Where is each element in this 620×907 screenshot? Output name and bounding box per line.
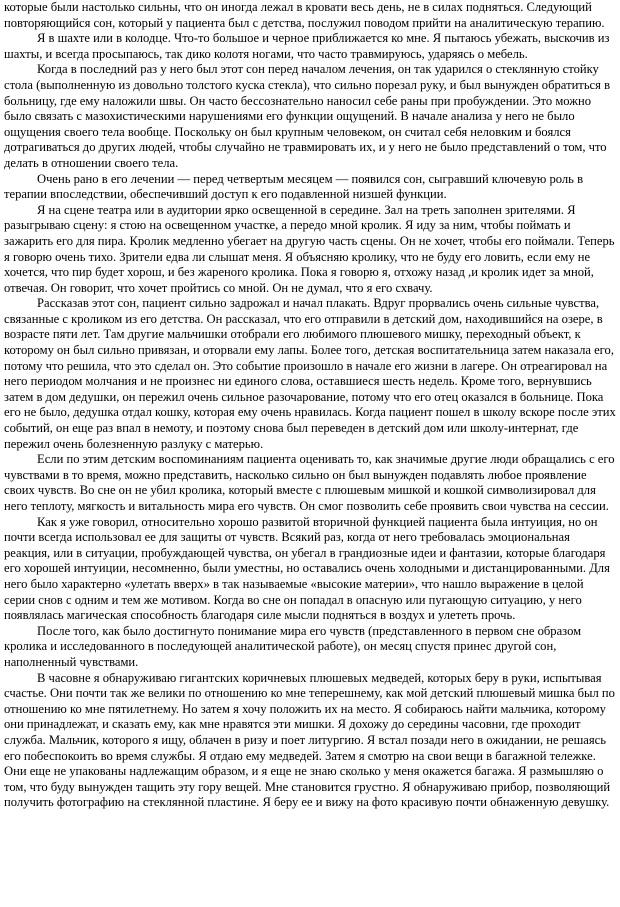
paragraph-month-later: После того, как было достигнуто понимание мира его чувств (представленного в первом сне образом кролика и исследованного в последующей аналитической работе), он месяц спустя принес другой сон, наполненный чувствами. bbox=[4, 623, 582, 669]
dream-chapel-bears: В часовне я обнаруживаю гигантских коричневых плюшевых медведей, которых беру в руки, испытывая счастье. Они почти так же велики по отношению ко мне теперешнему, как мой детский плюшевый мишка был по отношению ко мне пятилетнему. Но затем я хочу положить их на место. Я собираюсь найти мальчика, которому они принадлежат, и сказать ему, как мне нравятся эти мишки. Я дохожу до середины часовни, где проходит служба. Мальчик, которого я ищу, облачен в ризу и поет литургию. Я встал позади него в ожидании, не решаясь его побеспокоить во время службы. Я отдаю ему медведей. Затем я смотрю на свои вещи в багажной тележке. Они еще не упакованы надлежащим образом, и я еще не знаю сколько у меня окажется багажа. Я размышляю о том, что буду вынужден тащить эту гору вещей. Мне становится грустно. Я обнаруживаю прибор, позволяющий получить фотографию на стеклянной пластине. Я беру ее и вижу на фото красивую почти обнаженную девушку. bbox=[4, 670, 615, 810]
dream-theater-rabbit: Я на сцене театра или в аудитории ярко освещенной в середине. Зал на треть заполнен зрителями. Я разыгрываю сцену: я стою на освещенном участке, а передо мной кролик. Я иду за ним, чтобы поймать и зажарить его для пира. Кролик медленно убегает на другую часть сцены. Он не хочет, чтобы его поймали. Теперь я говорю очень тихо. Зрители едва ли слышат меня. Я объясняю кролику, что не буду его ловить, если ему не хочется, что пир будет хорош, и без жареного кролика. Пока я говорю я, отхожу назад ,и кролик идет за мной, отвечая. Он говорит, что хочет пройтись со мной. Он не думал, что я его схвачу. bbox=[4, 202, 615, 295]
paragraph-last-dream-injury: Когда в последний раз у него был этот сон перед началом лечения, он так ударился о стеклянную стойку стола (выполненную из довольно толстого куска стекла), что сильно порезал руку, и был вынужден обратиться в больницу, где ему наложили швы. Он часто бессознательно наносил себе раны при пробуждении. Это можно было связать с мазохистическими нарушениями его функции ощущений. В начале анализа у него не было ощущения своего тела вообще. Поскольку он был крупным человеком, он считал себя неловким и боялся дотрагиваться до других людей, чтобы случайно не травмировать их, и у него не было представлений о том, что делать в отношении своего тела. bbox=[4, 62, 611, 170]
paragraph-childhood-memories: Рассказав этот сон, пациент сильно задрожал и начал плакать. Вдруг прорвались очень сильные чувства, связанные с кроликом из его детства. Он рассказал, что его отправили в детский дом, находившийся на озере, в возрасте пяти лет. Там другие мальчишки отобрали его любимого плюшевого мишку, переходный объект, к которому он был сильно привязан, и оторвали ему лапы. Более того, детская воспитательница затем наказала его, потому что решила, что это сделал он. Это событие произошло в начале его жизни в лагере. Он отреагировал на него периодом молчания и не произнес ни единого слова, оставшиеся шесть недель. Кроме того, вернувшись затем в дом дедушки, он пережил очень сильное разочарование, потому что его отец оказался в больнице. Пока его не было, дедушка отдал кошку, которая ему очень нравилась. Когда пациент пошел в школу вскоре после этих событий, он еще раз впал в немоту, и поэтому снова был переведен в детский дом или школу-интернат, где пережил очень болезненную разлуку с матерью. bbox=[4, 296, 616, 451]
paragraph-continuation: которые были настолько сильны, что он иногда лежал в кровати весь день, не в силах подняться. Следующий повторяющийся сон, который у пациента был с детства, послужил поводом прийти на аналитическую терапию. bbox=[4, 0, 605, 30]
paragraph-intuition: Как я уже говорил, относительно хорошо развитой вторичной функцией пациента была интуиция, но он почти всегда использовал ее для защиты от чувств. Всякий раз, когда от него требовалась эмоциональная реакция, или в ситуации, пробуждающей чувства, он убегал в грандиозные идеи и фантазии, которые благодаря его хорошей интуиции, несомненно, были уместны, но оставались очень холодными и дистанцированными. Для него было характерно «улетать вверх» в так называемые «высокие материи», что нашло выражение в целой серии снов с одним и тем же мотивом. Когда во сне он попадал в опасную или пугающую ситуацию, у него появлялась магическая способность благодаря силе мысли подняться в воздух и улететь прочь. bbox=[4, 514, 610, 623]
dream-mine-shaft: Я в шахте или в колодце. Что-то большое и черное приближается ко мне. Я пытаюсь убежать, выскочив из шахты, и всегда просыпаюсь, так дико колотя ногами, что часто травмируюсь, ударяясь о мебель. bbox=[4, 31, 610, 61]
paragraph-early-treatment: Очень рано в его лечении — перед четвертым месяцем — появился сон, сыгравший ключевую роль в терапии впоследствии, обеспечивший доступ к его подавленной низшей функции. bbox=[4, 171, 584, 202]
paragraph-suppressed-feelings: Если по этим детским воспоминаниям пациента оценивать то, как значимые другие люди обращались с его чувствами в то время, можно представить, насколько сильно он был вынужден подавлять любое проявление своих чувств. Во сне он не убил кролика, который вместе с плюшевым мишкой и кошкой символизировал для него теплоту, мягкость и витальность мира его чувств. Он смог позволить себе проявить свои чувства на сессии. bbox=[4, 452, 615, 513]
